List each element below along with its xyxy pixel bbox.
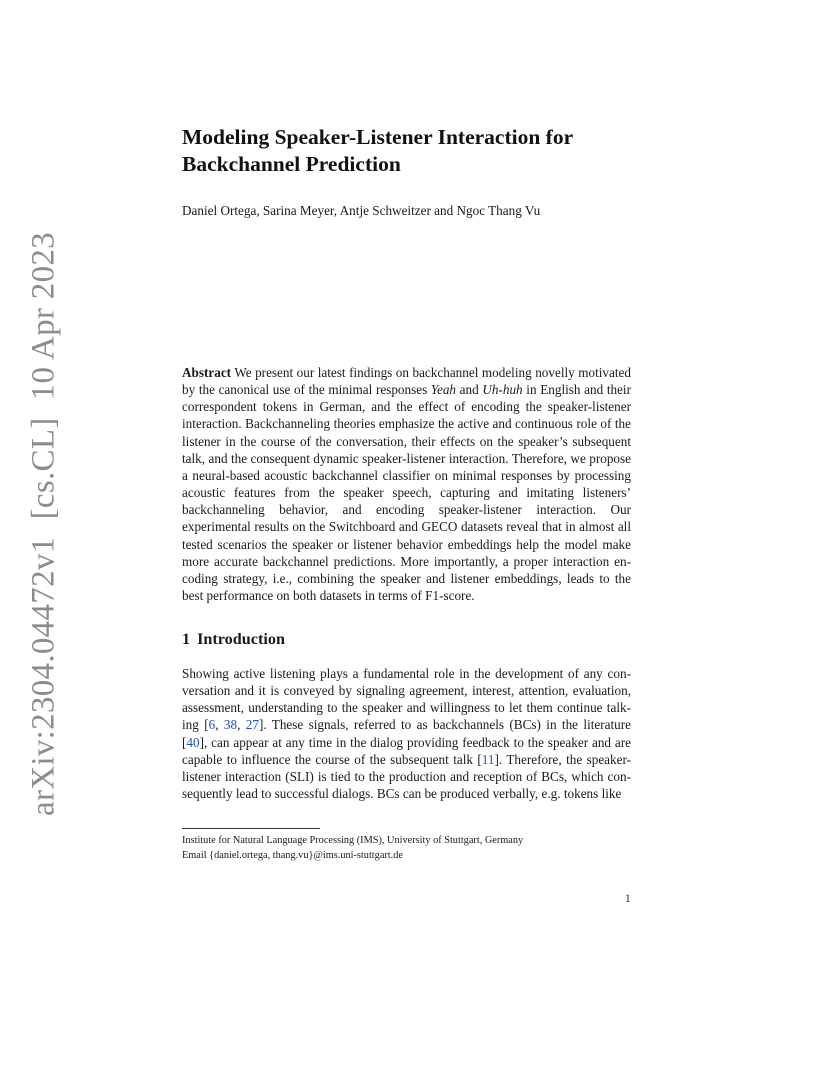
paper-title: Modeling Speaker-Listener Interaction for Backchannel Prediction [182,125,573,176]
section-heading-introduction [182,630,285,649]
intro-text: , [215,717,224,733]
abstract-text: in English and their correspondent tokens in German, and the effect of encoding the speaker-listener interaction. Backchanneling theories emphasize the active and continuous role of the listener in the course of the conversation, their effects on the speaker’s subsequent talk, and the consequent dynamic speaker-listener interaction. Therefore, we propose a neural-based acoustic backchannel classifier on minimal responses by processing acoustic features from the speaker speech, capturing and imitating listeners’ backchanneling behavior, and encoding speaker-listener interaction. Our experimental results on the Switchboard and GECO datasets reveal that in almost all tested scenarios the speaker or listener behavior embeddings help the model make more accurate backchannel predictions. More importantly, a proper interaction encoding strategy, i.e., combining the speaker and listener embeddings, leads to the best performance on both datasets in terms of F1-score. [182,382,631,604]
footnote-email: Email {daniel.ortega, thang.vu}@ims.uni-stuttgart.de [182,849,403,861]
footnote-affiliation: Institute for Natural Language Processing (IMS), University of Stuttgart, Germany [182,835,524,846]
citation-link[interactable]: 6 [208,717,216,733]
section-number: 1 [182,630,191,648]
abstract [182,364,631,604]
citation-link[interactable]: 40 [186,734,200,750]
citation-link[interactable]: 38 [223,717,238,733]
citation-link[interactable]: 27 [245,717,259,733]
intro-text: ]. These signals, referred to as backchannels (BCs) in the literature [ [182,717,631,750]
intro-text: ]. Therefore, the speaker-listener interaction (SLI) is tied to the production and reception of BCs, which consequently lead to successful dialogs. BCs can be produced verbally, e.g. tokens like [182,751,632,802]
paper-authors: Daniel Ortega, Sarina Meyer, Antje Schweitzer and Ngoc Thang Vu [182,203,541,218]
page-number: 1 [625,893,631,905]
abstract-emphasis-uh-huh: Uh-huh [482,382,523,398]
intro-text: ], can appear at any time in the dialog providing feedback to the speaker and are capable to influence the course of the subsequent talk [ [182,734,631,767]
citation-link[interactable]: 11 [481,751,495,767]
abstract-text: We present our latest findings on backchannel modeling novelly motivated by the canonical use of the minimal responses [182,365,631,398]
intro-text: Showing active listening plays a fundamental role in the development of any conversation and it is conveyed by signaling agreement, interest, attention, evaluation, assessment, understanding to the speaker and willingness to let them continue talking [ [182,666,631,733]
section-title: Introduction [197,630,285,648]
footnote [182,834,631,863]
abstract-label: Abstract [182,365,232,380]
abstract-text: and [456,382,483,398]
introduction-paragraph [182,665,631,802]
footnote-divider [182,828,320,829]
abstract-emphasis-yeah: Yeah [430,382,457,398]
arxiv-identifier-stamp: arXiv:2304.04472v1 [cs.CL] 10 Apr 2023 [25,232,62,816]
intro-text: , [237,717,246,733]
